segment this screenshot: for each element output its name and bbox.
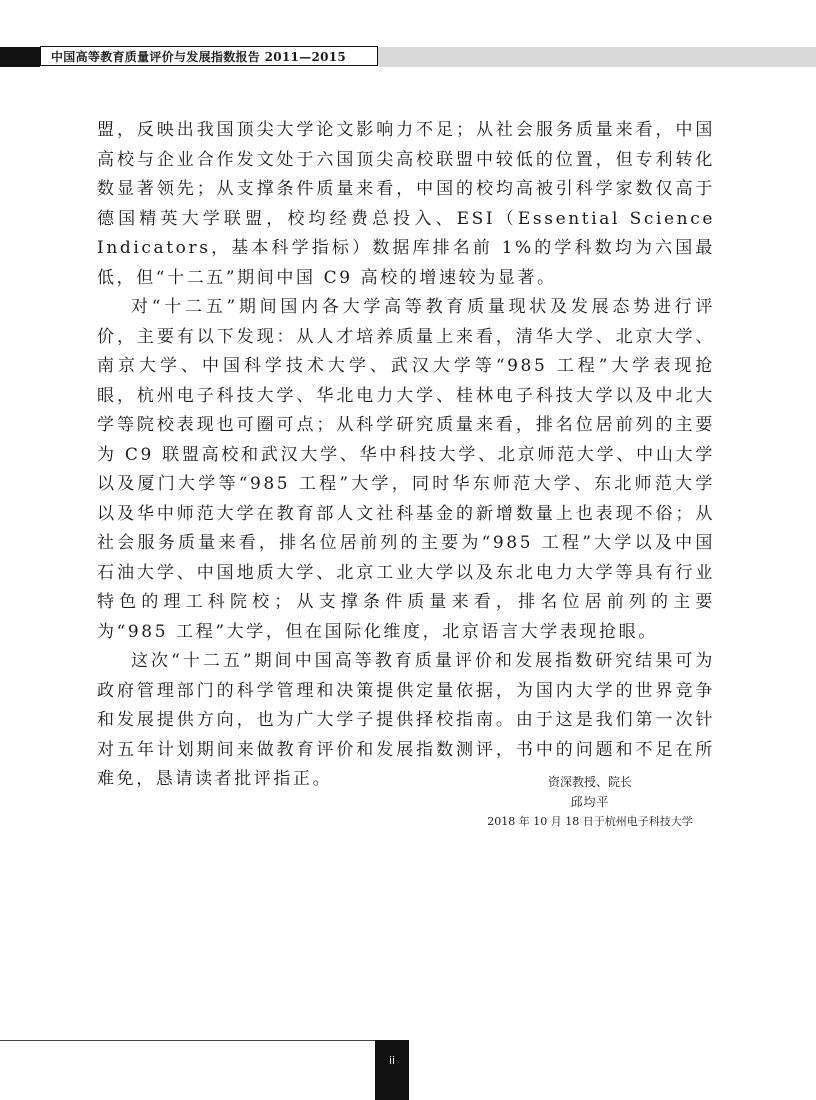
page-number-box <box>375 1040 409 1100</box>
header-gray-bar <box>378 47 816 67</box>
signature-name: 邱均平 <box>570 795 610 809</box>
paragraph-continued: 盟，反映出我国顶尖大学论文影响力不足；从社会服务质量来看，中国高校与企业合作发文处于六国顶尖高校联盟中较低的位置，但专利转化数显著领先；从支撑条件质量来看，中国的校均高被引科学家数仅高于德国精英大学联盟，校均经费总投入、ESI（Essential Science Indicators，基本科学指标）数据库排名前 1%的学科数均为六国最低，但“十二五”期间中国 C9 高校的增速较为显著。 <box>97 120 715 288</box>
signature-block <box>470 772 710 832</box>
running-header <box>40 46 378 66</box>
header-black-block <box>0 47 40 67</box>
signature-date: 2018 年 10 月 18 日于杭州电子科技大学 <box>487 815 693 828</box>
running-header-title: 中国高等教育质量评价与发展指数报告 2011—2015 <box>51 49 347 64</box>
paragraph-conclusion: 这次“十二五”期间中国高等教育质量评价和发展指数研究结果可为政府管理部门的科学管理和决策提供定量依据，为国内大学的世界竞争和发展提供方向，也为广大学子提供择校指南。由于这是我们第一次针对五年计划期间来做教育评价和发展指数测评，书中的问题和不足在所难免，恳请读者批评指正。 <box>97 651 715 789</box>
signature-title: 资深教授、院长 <box>547 775 632 789</box>
footer-rule <box>0 1040 375 1041</box>
page-body <box>97 116 715 795</box>
paragraph-findings: 对“十二五”期间国内各大学高等教育质量现状及发展态势进行评价，主要有以下发现：从人才培养质量上来看，清华大学、北京大学、南京大学、中国科学技术大学、武汉大学等“985 工程”大学表现抢眼，杭州电子科技大学、华北电力大学、桂林电子科技大学以及中北大学等院校表现也可圈可点；从科学研究质量来看，排名位居前列的主要为 C9 联盟高校和武汉大学、华中科技大学、北京师范大学、中山大学以及厦门大学等“985 工程”大学，同时华东师范大学、东北师范大学以及华中师范大学在教育部人文社科基金的新增数量上也表现不俗；从社会服务质量来看，排名位居前列的主要为“985 工程”大学以及中国石油大学、中国地质大学、北京工业大学以及东北电力大学等具有行业特色的理工科院校；从支撑条件质量来看，排名位居前列的主要为“985 工程”大学，但在国际化维度，北京语言大学表现抢眼。 <box>97 297 715 642</box>
page-number: ii <box>388 1054 396 1067</box>
